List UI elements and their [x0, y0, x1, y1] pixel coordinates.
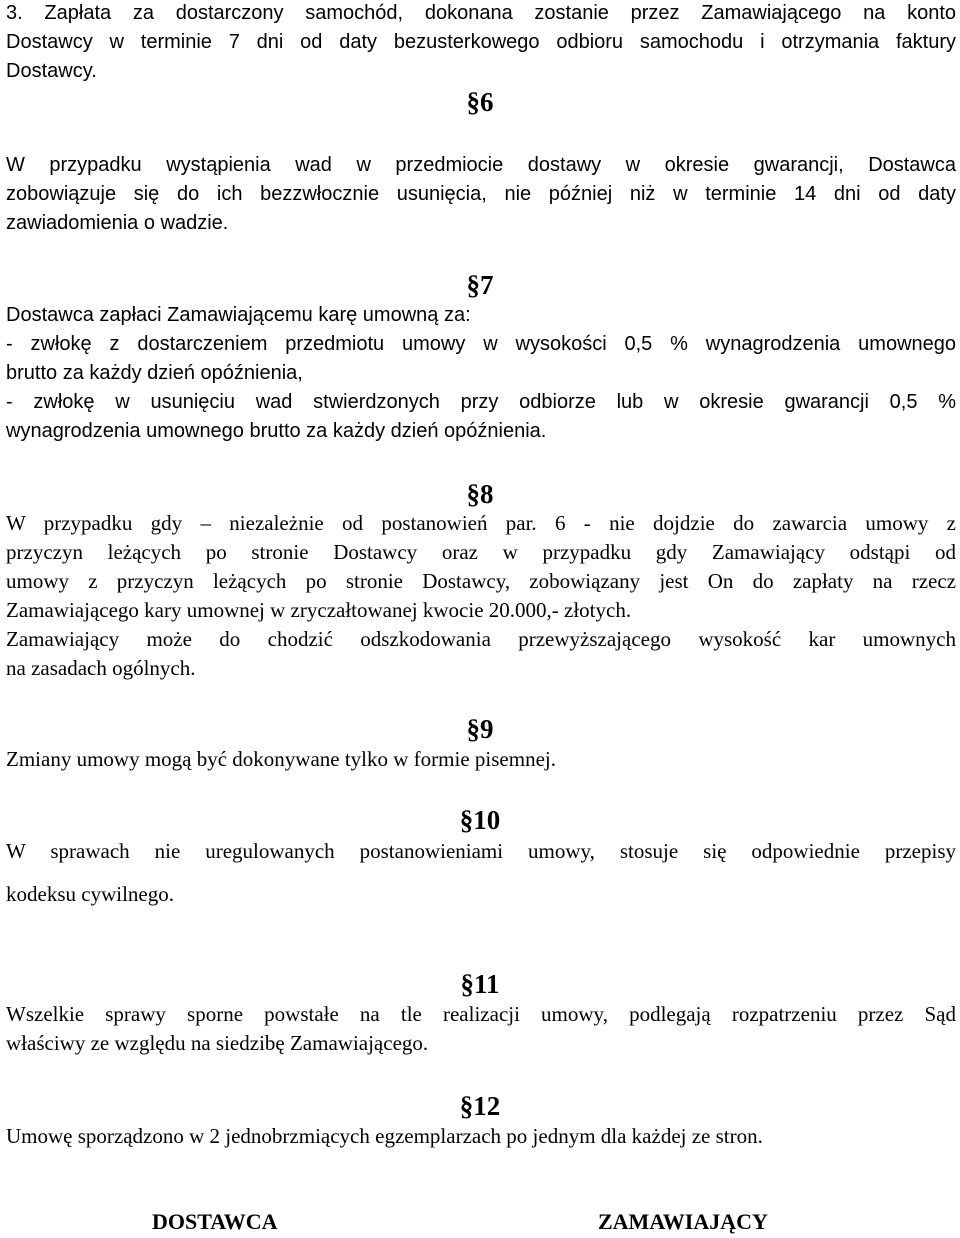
section-11-line-1: Wszelkie sprawy sporne powstałe na tle realizacji umowy, podlegają rozpatrzeniu przez Sąd: [6, 1002, 956, 1026]
section-6-line-2: zobowiązuje się do ich bezzwłocznie usunięcia, nie później niż w terminie 14 dni od daty: [6, 183, 956, 205]
section-9-heading: §9: [466, 714, 494, 744]
section-7-line-5: wynagrodzenia umownego brutto za każdy dzień opóźnienia.: [6, 420, 547, 442]
clause-3-line-1: 3. Zapłata za dostarczony samochód, dokonana zostanie przez Zamawiającego na konto: [6, 2, 956, 24]
section-8-line-6: na zasadach ogólnych.: [6, 656, 196, 680]
section-12-line-1: Umowę sporządzono w 2 jednobrzmiących egzemplarzach po jednym dla każdej ze stron.: [6, 1124, 763, 1148]
clause-3-paragraph: [6, 0, 956, 86]
section-11-paragraph: [6, 1000, 956, 1058]
signature-supplier: DOSTAWCA: [152, 1209, 278, 1234]
signature-purchaser: ZAMAWIAJĄCY: [598, 1209, 768, 1234]
section-12-paragraph: [6, 1122, 956, 1151]
section-12-heading: §12: [459, 1091, 501, 1121]
section-8-line-1: W przypadku gdy – niezależnie od postanowień par. 6 - nie dojdzie do zawarcia umowy z: [6, 511, 956, 535]
section-10-line-1: W sprawach nie uregulowanych postanowieniami umowy, stosuje się odpowiednie przepisy: [6, 839, 956, 863]
section-7-line-3: brutto za każdy dzień opóźnienia,: [6, 362, 303, 384]
section-8-line-3: umowy z przyczyn leżących po stronie Dostawcy, zobowiązany jest On do zapłaty na rzecz: [6, 569, 956, 593]
section-6-line-3: zawiadomienia o wadzie.: [6, 212, 229, 234]
section-11-line-2: właściwy ze względu na siedzibę Zamawiającego.: [6, 1031, 429, 1055]
section-8-paragraph: [6, 509, 956, 683]
section-8-heading: §8: [466, 479, 494, 509]
section-7-paragraph: [6, 301, 956, 446]
section-6-heading: §6: [466, 87, 494, 117]
section-9-paragraph: [6, 745, 956, 774]
section-9-line-1: Zmiany umowy mogą być dokonywane tylko w formie pisemnej.: [6, 747, 556, 771]
section-7-line-1: Dostawca zapłaci Zamawiającemu karę umowną za:: [6, 304, 471, 326]
section-11-heading: §11: [460, 969, 500, 999]
section-6-paragraph: [6, 151, 956, 238]
clause-3-line-2: Dostawcy w terminie 7 dni od daty bezusterkowego odbioru samochodu i otrzymania faktury: [6, 31, 956, 53]
section-8-line-4: Zamawiającego kary umownej w zryczałtowanej kwocie 20.000,- złotych.: [6, 598, 632, 622]
section-10-heading: §10: [459, 805, 501, 835]
section-7-heading: §7: [466, 270, 494, 300]
section-8-line-2: przyczyn leżących po stronie Dostawcy oraz w przypadku gdy Zamawiający odstąpi od: [6, 540, 956, 564]
section-8-line-5: Zamawiający może do chodzić odszkodowania przewyższającego wysokość kar umownych: [6, 627, 956, 651]
section-10-line-2: kodeksu cywilnego.: [6, 882, 174, 906]
section-6-line-1: W przypadku wystąpienia wad w przedmiocie dostawy w okresie gwarancji, Dostawca: [6, 154, 956, 176]
section-7-line-2: - zwłokę z dostarczeniem przedmiotu umowy w wysokości 0,5 % wynagrodzenia umownego: [6, 333, 956, 355]
section-7-line-4: - zwłokę w usunięciu wad stwierdzonych przy odbiorze lub w okresie gwarancji 0,5 %: [6, 391, 956, 413]
section-10-paragraph: [6, 837, 956, 909]
clause-3-line-3: Dostawcy.: [6, 60, 97, 82]
